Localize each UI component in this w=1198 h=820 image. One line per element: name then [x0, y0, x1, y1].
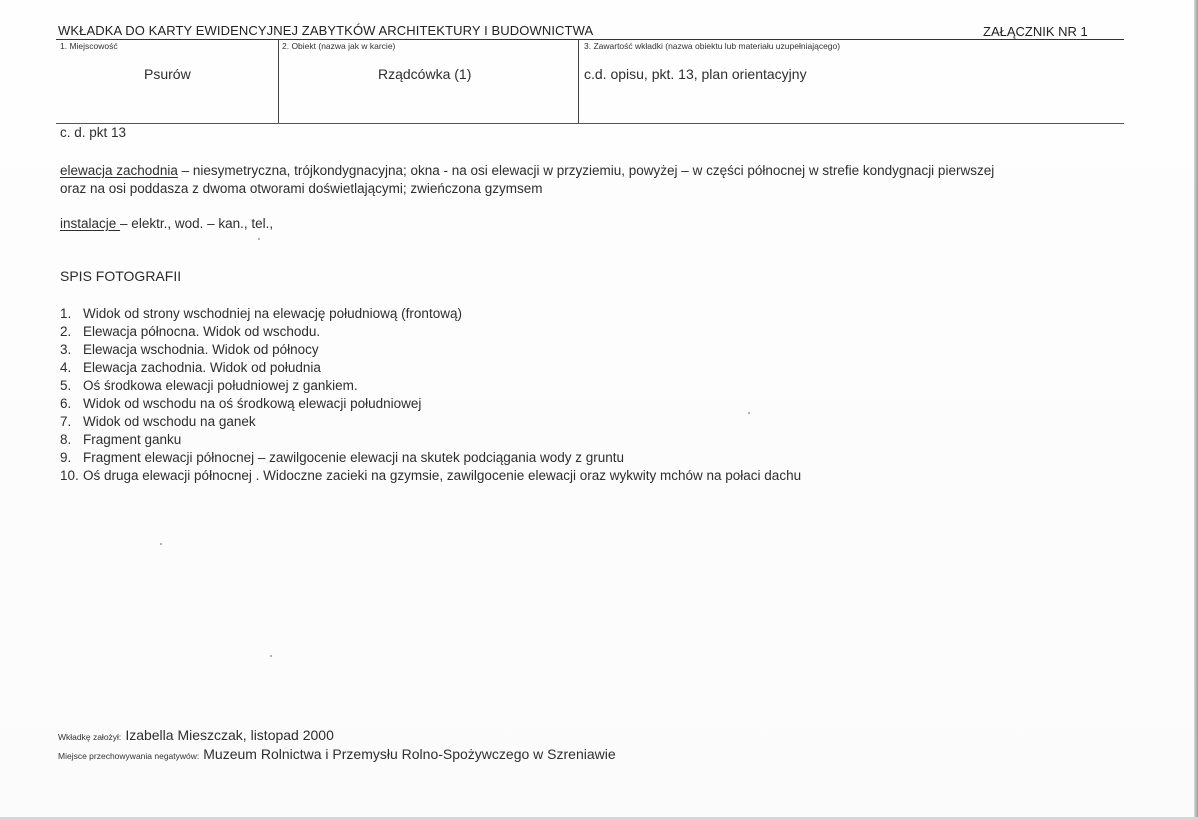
elevation-text: – niesymetryczna, trójkondygnacyjna; okna - na osi elewacji w przyziemiu, powyżej – w części północnej w strefie kondygnacji pierwszej — [177, 163, 995, 178]
field-label-locality: 1. Miejscowość — [60, 41, 118, 51]
photo-list — [60, 305, 801, 485]
storage-value: Muzeum Rolnictwa i Przemysłu Rolno-Spożywczego w Szreniawie — [203, 746, 616, 762]
list-item — [60, 467, 801, 485]
elevation-term: elewacja zachodnia — [60, 163, 178, 178]
list-item-text: Elewacja wschodnia. Widok od północy — [83, 342, 319, 357]
list-item-number: 5. — [60, 378, 72, 393]
photo-list-title: SPIS FOTOGRAFII — [60, 268, 182, 284]
field-divider — [578, 39, 579, 123]
list-item — [60, 377, 801, 395]
list-item-text: Widok od strony wschodniej na elewację południową (frontową) — [83, 306, 462, 321]
list-item-number: 3. — [60, 342, 72, 357]
list-item-text: Fragment elewacji północnej – zawilgocenie elewacji na skutek podciągania wody z gruntu — [83, 450, 625, 465]
field-divider — [278, 39, 279, 123]
list-item-number: 6. — [60, 396, 72, 411]
author-value: Izabella Mieszczak, listopad 2000 — [125, 727, 334, 743]
list-item-number: 1. — [60, 306, 72, 321]
list-item — [60, 431, 801, 449]
header-rule-top — [56, 39, 1124, 40]
list-item-number: 7. — [60, 414, 72, 429]
field-label-contents: 3. Zawartość wkładki (nazwa obiektu lub materiału uzupełniającego) — [584, 41, 841, 51]
author-label: Wkładkę założył: — [58, 732, 122, 742]
elevation-description-cont: oraz na osi poddasza z dwoma otworami doświetlającymi; zwieńczona gzymsem — [60, 181, 543, 196]
field-value-object: Rządcówka (1) — [378, 66, 472, 82]
list-item — [60, 395, 801, 413]
header-rule-bottom — [56, 123, 1124, 124]
paper-speck — [748, 412, 750, 414]
list-item — [60, 449, 801, 467]
storage-line — [58, 746, 616, 764]
installations-term: instalacje — [60, 216, 121, 231]
list-item — [60, 341, 801, 359]
storage-label: Miejsce przechowywania negatywów: — [58, 751, 200, 761]
list-item-number: 10. — [60, 468, 79, 483]
installations-text: – elektr., wod. – kan., tel., — [120, 216, 274, 231]
list-item-text: Elewacja zachodnia. Widok od południa — [83, 360, 321, 375]
paper-speck — [258, 238, 260, 240]
list-item-text: Oś druga elewacji północnej . Widoczne zacieki na gzymsie, zawilgocenie elewacji oraz wykwity mchów na połaci dachu — [83, 468, 802, 483]
author-line — [58, 727, 334, 745]
list-item-number: 8. — [60, 432, 72, 447]
field-value-locality: Psurów — [144, 66, 191, 82]
annex-number: ZAŁĄCZNIK NR 1 — [983, 24, 1088, 39]
elevation-description — [60, 162, 994, 180]
installations-description — [60, 215, 273, 233]
list-item — [60, 323, 801, 341]
list-item-text: Fragment ganku — [83, 432, 182, 447]
list-item-text: Widok od wschodu na oś środkową elewacji południowej — [83, 396, 422, 411]
list-item-text: Elewacja północna. Widok od wschodu. — [83, 324, 321, 339]
list-item-text: Oś środkowa elewacji południowej z gankiem. — [83, 378, 358, 393]
field-value-contents: c.d. opisu, pkt. 13, plan orientacyjny — [584, 66, 807, 82]
list-item — [60, 305, 801, 323]
list-item — [60, 413, 801, 431]
paper-speck — [270, 655, 272, 657]
list-item — [60, 359, 801, 377]
list-item-text: Widok od wschodu na ganek — [83, 414, 256, 429]
list-item-number: 4. — [60, 360, 72, 375]
paper-speck — [160, 543, 162, 545]
continuation-note: c. d. pkt 13 — [60, 125, 127, 140]
scan-edge-right — [1194, 0, 1198, 820]
list-item-number: 9. — [60, 450, 72, 465]
field-label-object: 2. Obiekt (nazwa jak w karcie) — [282, 41, 396, 51]
document-title: WKŁADKA DO KARTY EWIDENCYJNEJ ZABYTKÓW ARCHITEKTURY I BUDOWNICTWA — [58, 23, 594, 38]
list-item-number: 2. — [60, 324, 72, 339]
